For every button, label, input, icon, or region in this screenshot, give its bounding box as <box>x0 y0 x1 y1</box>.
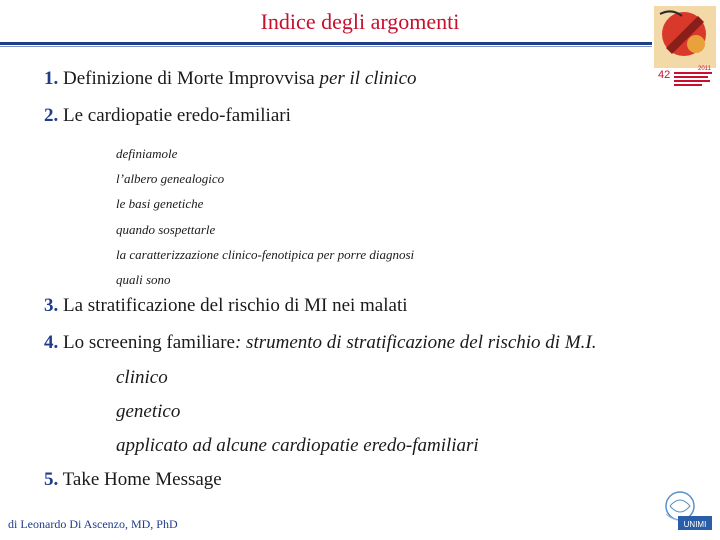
congress-number: 42 <box>658 69 671 81</box>
subtopic-caratterizzazione: la caratterizzazione clinico-fenotipica per porre diagnosi <box>116 247 415 262</box>
subtopic-definiamole: definiamole <box>116 146 178 161</box>
topic-number: 5. <box>44 469 59 490</box>
topic-5 <box>44 469 222 491</box>
topic-1 <box>44 68 417 90</box>
congress-logo <box>652 4 718 90</box>
congress-year: 2011 <box>698 66 711 72</box>
topic-4 <box>44 332 597 354</box>
university-logo <box>662 488 714 534</box>
slide-title: Indice degli argomenti <box>260 9 460 34</box>
subtopic-genetico: genetico <box>116 401 181 422</box>
topic-text: Le cardiopatie eredo-familiari <box>58 105 291 126</box>
topic-number: 3. <box>44 295 59 316</box>
topic-text: La stratificazione del rischio di MI nei malati <box>58 295 408 316</box>
subtopic-albero-genealogico: l’albero genealogico <box>116 171 225 186</box>
topic-3 <box>44 295 408 317</box>
subtopic-quali-sono: quali sono <box>116 272 171 287</box>
title-rule <box>0 42 652 45</box>
topic-2 <box>44 105 291 127</box>
topic-number: 2. <box>44 105 59 126</box>
topic-text: Definizione di Morte Improvvisa <box>58 68 320 89</box>
subtopic-clinico: clinico <box>116 367 168 388</box>
topic-text: Lo screening familiare <box>58 332 235 353</box>
author-footer: di Leonardo Di Ascenzo, MD, PhD <box>8 517 178 531</box>
subtopic-cardiopatie: applicato ad alcune cardiopatie eredo-familiari <box>116 435 479 456</box>
university-badge: UNIMI <box>683 520 707 529</box>
subtopic-quando-sospettarle: quando sospettarle <box>116 222 216 237</box>
topic-text: Take Home Message <box>58 469 222 490</box>
subtopic-basi-genetiche: le basi genetiche <box>116 196 204 211</box>
title-rule-thin <box>0 46 652 47</box>
topic-italic: per il clinico <box>319 68 417 89</box>
topic-number: 1. <box>44 68 59 89</box>
topic-number: 4. <box>44 332 59 353</box>
topic-italic: : strumento di stratificazione del rischio di M.I. <box>234 332 597 353</box>
